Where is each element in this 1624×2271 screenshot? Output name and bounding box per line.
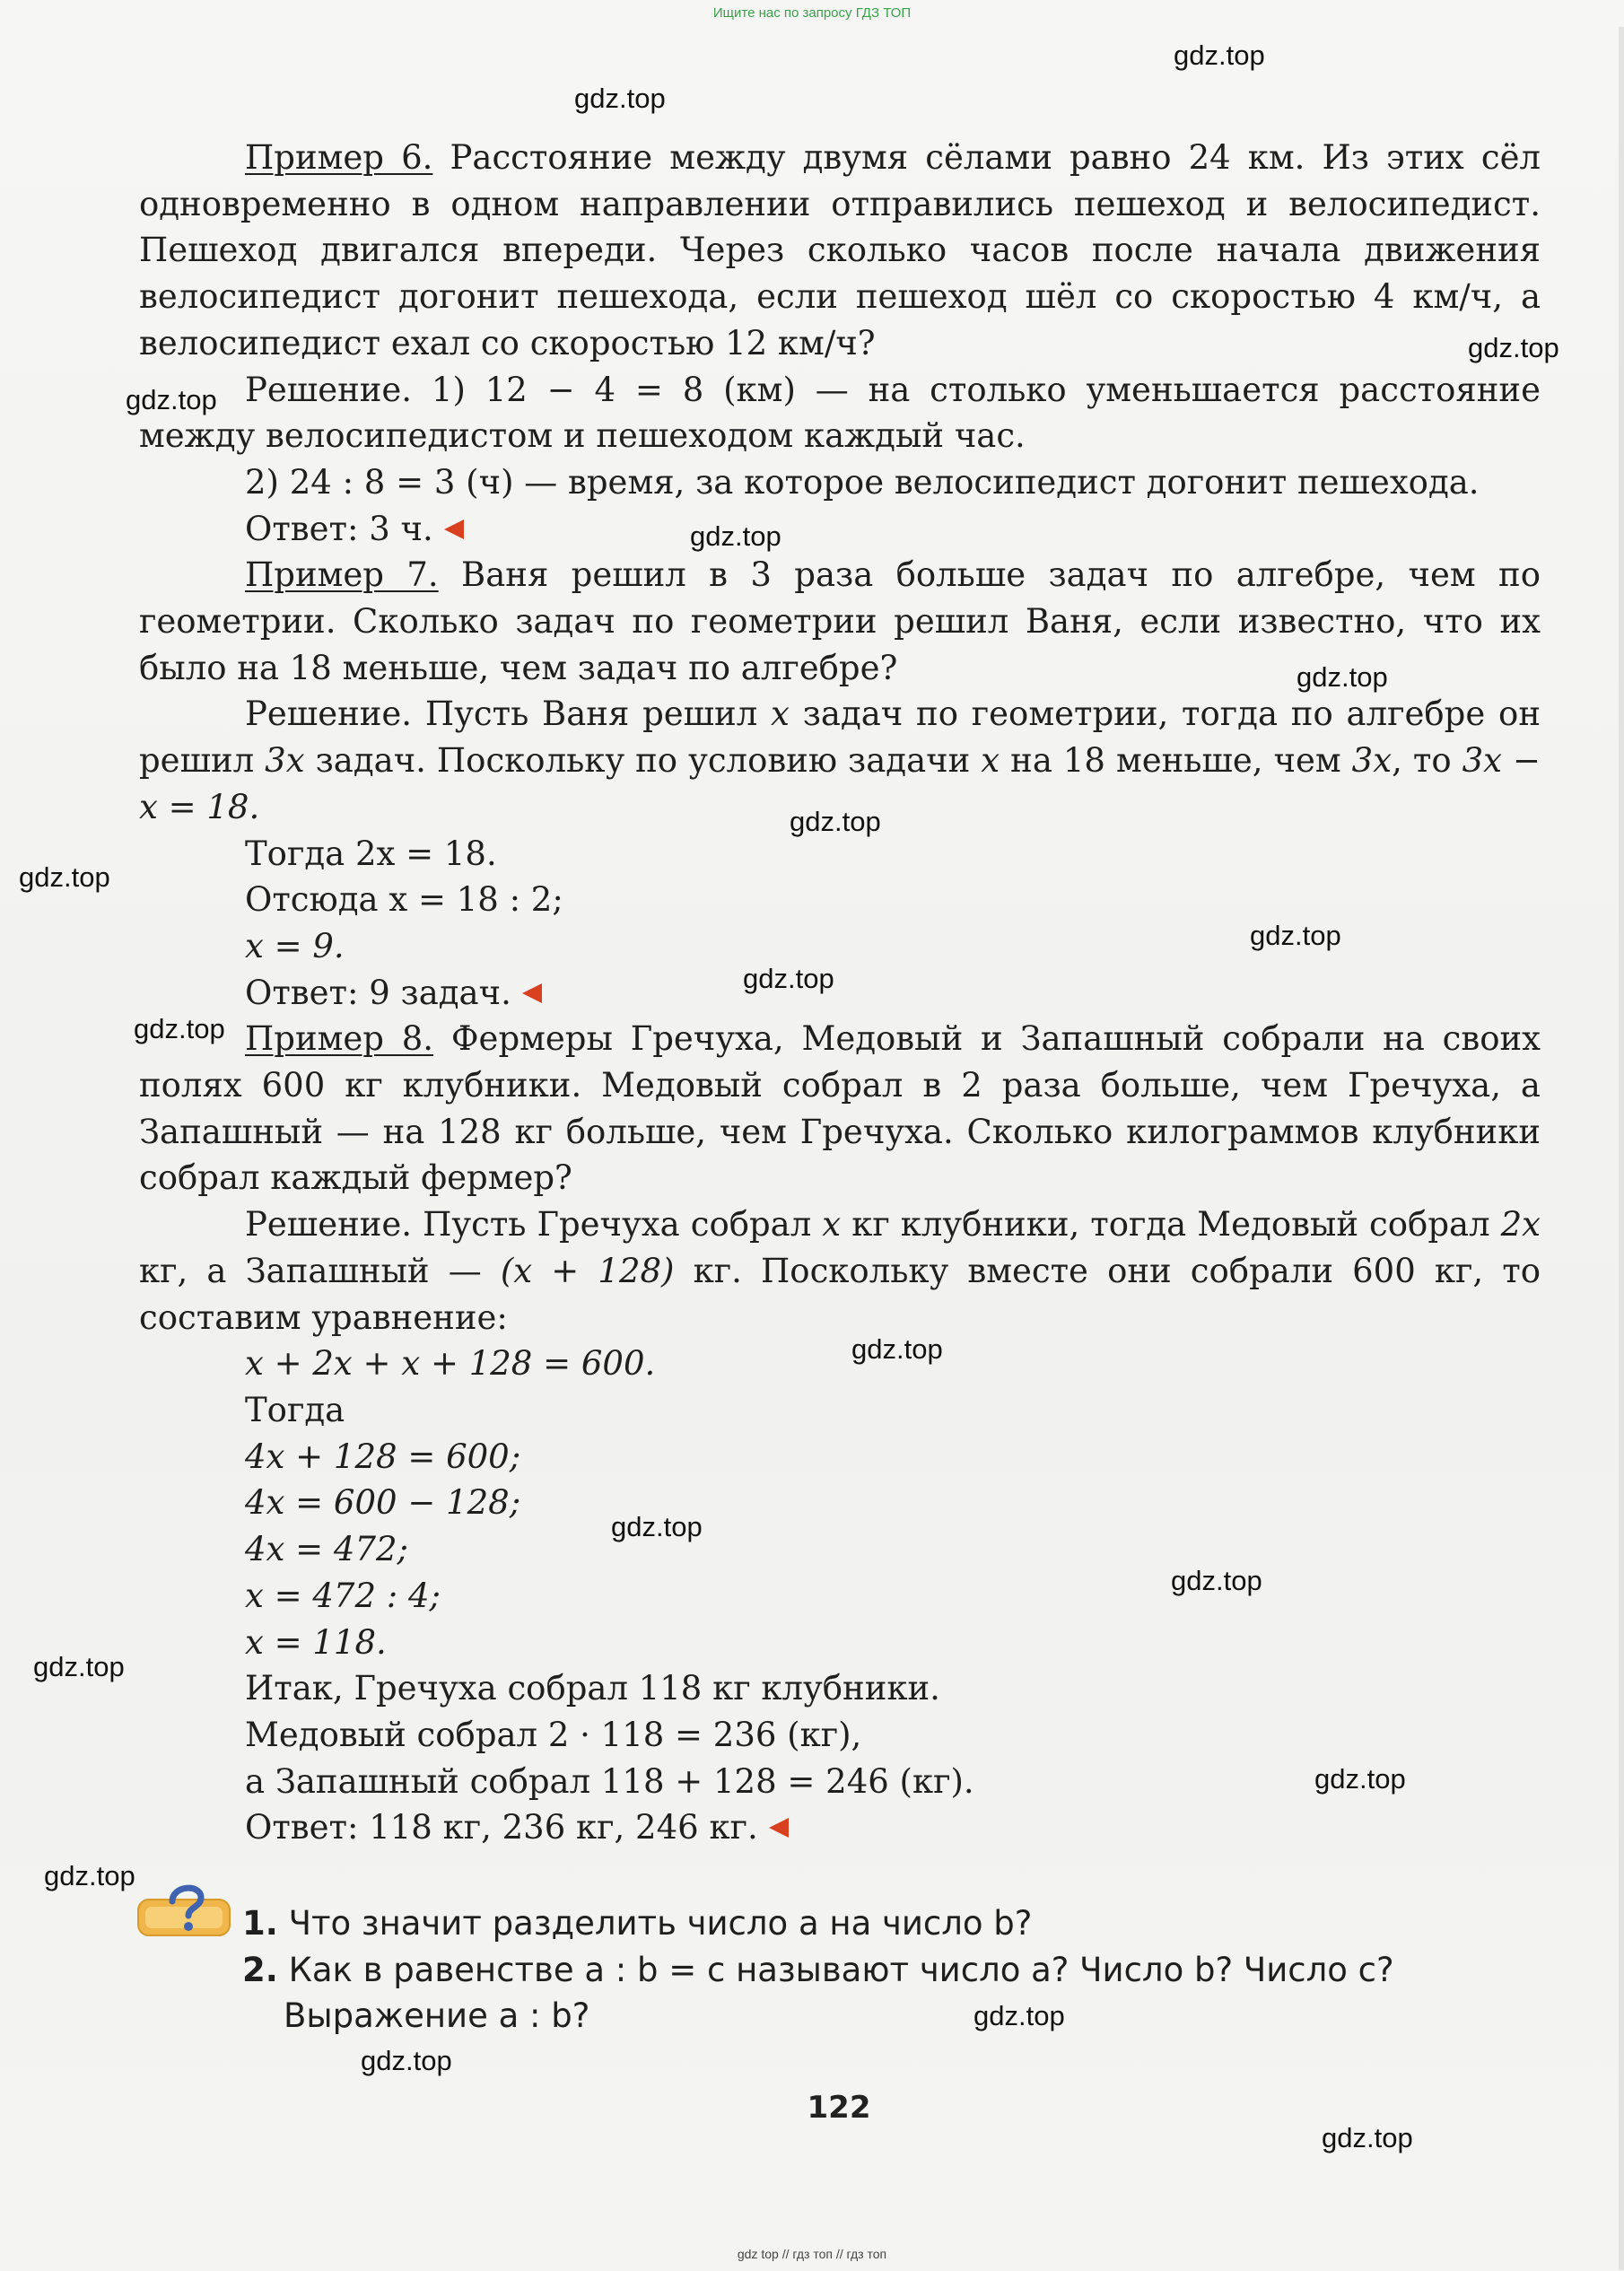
example-7 [139,552,1541,691]
equation: 4x + 128 = 600; [245,1437,521,1476]
header-note: Ищите нас по запросу ГДЗ ТОП [712,5,912,21]
answer-text: Ответ: 118 кг, 236 кг, 246 кг. [245,1808,758,1847]
example-8-answer [139,1804,1541,1851]
conclusion-line: Итак, Гречуха собрал 118 кг клубники. [245,1669,940,1708]
question-1: 1. Что значит разделить число a на число b? [242,1904,1033,1943]
watermark: gdz.top [1297,661,1388,693]
example-7-text: Ваня решил в 3 раза больше задач по алгебре, чем по геометрии. Сколько задач по геометрии решил Ваня, если известно, что их было на 18 меньше, чем задач по алгебре? [139,555,1541,687]
watermark: gdz.top [44,1860,135,1891]
equation: Тогда 2x = 18. [245,834,497,873]
watermark: gdz.top [743,963,834,994]
watermark: gdz.top [1314,1763,1406,1795]
end-marker-icon [522,983,542,1003]
watermark: gdz.top [1171,1565,1262,1596]
watermark: gdz.top [361,2045,452,2076]
watermark: gdz.top [126,384,217,415]
watermark: gdz.top [1322,2122,1413,2153]
example-6-answer [139,506,1541,553]
watermark: gdz.top [611,1511,703,1542]
watermark: gdz.top [19,861,110,893]
watermark: gdz.top [1250,920,1341,951]
example-6-step-2: 2) 24 : 8 = 3 (ч) — время, за которое велосипедист догонит пешехода. [245,462,1480,502]
answer-text: Ответ: 3 ч. [245,509,433,548]
example-6-title: Пример 6. [245,138,433,177]
equation: 4x = 600 − 128; [245,1483,521,1523]
conclusion-line: а Запашный собрал 118 + 128 = 246 (кг). [245,1761,974,1801]
equation: x = 9. [245,926,345,965]
question-2: 2. Как в равенстве a : b = c называют число a? Число b? Число c? Выражение a : b? [242,1950,1394,2036]
equation: 4x = 472; [245,1530,409,1569]
watermark: gdz.top [851,1333,943,1365]
example-6-solution: Решение. 1) 12 − 4 = 8 (км) — на столько уменьшается расстояние между велосипедистом и пешеходом каждый час. [139,370,1541,456]
equation: Тогда [245,1390,345,1429]
watermark: gdz.top [974,2000,1065,2031]
equation: x = 472 : 4; [245,1576,441,1615]
watermark: gdz.top [1468,332,1559,363]
answer-text: Ответ: 9 задач. [245,973,511,1012]
review-questions [242,1900,1541,2040]
footer-note: gdz top // гдз топ // гдз топ [737,2247,887,2261]
end-marker-icon [444,520,464,539]
watermark: gdz.top [790,806,881,837]
question-mark-icon [136,1880,231,1939]
watermark: gdz.top [1174,39,1265,71]
example-8-solution: Решение. Пусть Гречуха собрал x кг клубники, тогда Медовый собрал 2x кг, а Запашный — (x + 128) кг. Поскольку вместе они собрали 600 кг, то составим уравнение: [139,1205,1541,1337]
page-edge [1619,27,1624,2270]
page-content [139,135,1541,1851]
conclusion-line: Медовый собрал 2 · 118 = 236 (кг), [245,1715,862,1754]
example-7-answer [139,970,1541,1017]
equation: Отсюда x = 18 : 2; [245,880,563,920]
example-6-text: Расстояние между двумя сёлами равно 24 км. Из этих сёл одновременно в одном направлении отправились пешеход и велосипедист. Пешеход двигался впереди. Через сколько часов после начала движения велосипедист догонит пешехода, если пешеход шёл со скоростью 4 км/ч, а велосипедист ехал со скоростью 12 км/ч? [139,138,1541,362]
watermark: gdz.top [33,1651,125,1682]
watermark: gdz.top [690,520,781,552]
example-7-title: Пример 7. [245,555,439,595]
example-8-title: Пример 8. [245,1019,434,1059]
equation: x + 2x + x + 128 = 600. [245,1344,656,1384]
example-7-solution: Решение. Пусть Ваня решил x задач по геометрии, тогда по алгебре он решил 3x задач. Поскольку по условию задачи x на 18 меньше, чем 3x, то 3x − x = 18. [139,694,1541,826]
example-8 [139,1016,1541,1201]
page-number: 122 [807,2090,871,2126]
example-6 [139,135,1541,367]
watermark: gdz.top [574,83,666,114]
end-marker-icon [769,1818,789,1838]
equation: x = 118. [245,1622,387,1662]
example-8-text: Фермеры Гречуха, Медовый и Запашный собрали на своих полях 600 кг клубники. Медовый собрал в 2 раза больше, чем Гречуха, а Запашный — на 128 кг больше, чем Гречуха. Сколько килограммов клубники собрал каждый фермер? [139,1019,1541,1198]
watermark: gdz.top [134,1013,225,1044]
